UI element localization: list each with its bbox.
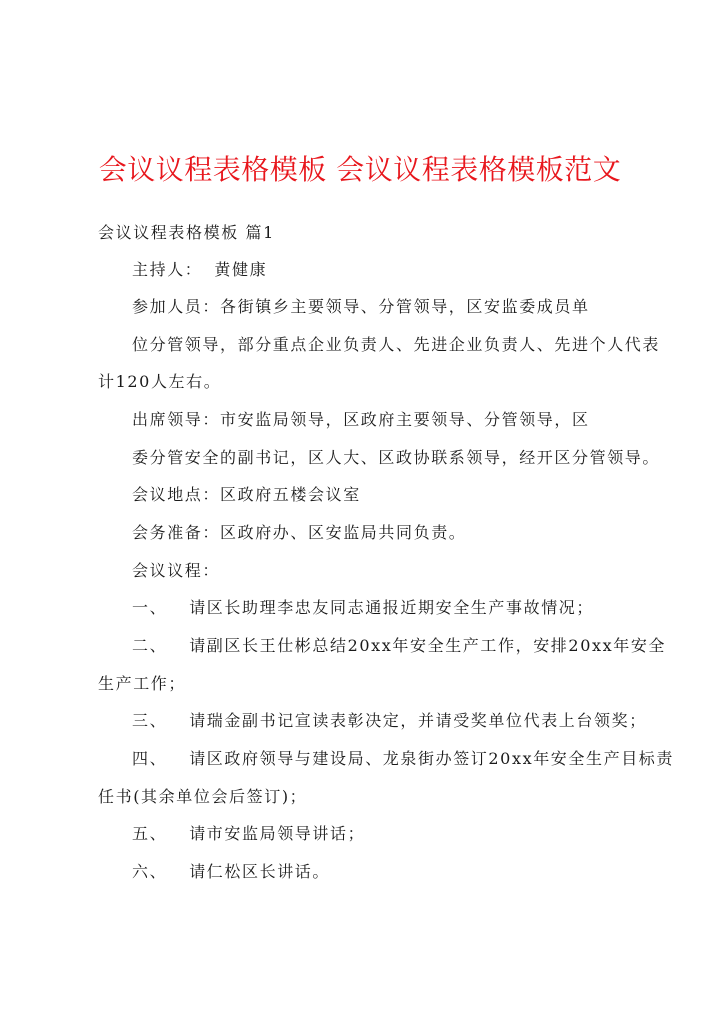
agenda-item xyxy=(132,710,647,732)
agenda-item-text: 请仁松区长讲话。 xyxy=(189,862,331,881)
section-heading: 会议议程表格模板 篇1 xyxy=(98,223,275,242)
agenda-item-number: 二、 xyxy=(132,636,168,655)
agenda-item-number: 五、 xyxy=(132,824,168,843)
participants-line-1: 参加人员：各街镇乡主要领导、分管领导，区安监委成员单 xyxy=(132,297,590,316)
agenda-item-text: 请区长助理李忠友同志通报近期安全生产事故情况； xyxy=(189,598,595,617)
participants-line-2: 位分管领导，部分重点企业负责人、先进企业负责人、先进个人代表 xyxy=(132,335,661,354)
host-label: 主持人： xyxy=(132,260,203,279)
agenda-item-text: 请市安监局领导讲话； xyxy=(189,824,366,843)
agenda-item-text: 请区政府领导与建设局、龙泉街办签订20xx年安全生产目标责 xyxy=(189,749,675,768)
agenda-item-text: 请瑞金副书记宣读表彰决定，并请受奖单位代表上台领奖； xyxy=(189,711,647,730)
preparation-line: 会务准备：区政府办、区安监局共同负责。 xyxy=(132,523,467,542)
agenda-item-number: 六、 xyxy=(132,862,168,881)
agenda-item xyxy=(132,823,365,845)
agenda-item xyxy=(132,748,674,770)
host-line xyxy=(132,259,267,281)
leaders-line-1: 出席领导：市安监局领导，区政府主要领导、分管领导，区 xyxy=(132,410,590,429)
agenda-item-text: 请副区长王仕彬总结20xx年安全生产工作，安排20xx年安全 xyxy=(189,636,667,655)
agenda-item xyxy=(132,861,330,883)
location-line: 会议地点：区政府五楼会议室 xyxy=(132,485,361,504)
participants-line-3: 计120人左右。 xyxy=(98,372,222,391)
document-title: 会议议程表格模板 会议议程表格模板范文 xyxy=(98,153,622,186)
agenda-item xyxy=(132,635,666,657)
agenda-item-number: 三、 xyxy=(132,711,168,730)
agenda-item-number: 四、 xyxy=(132,749,168,768)
agenda-label: 会议议程： xyxy=(132,561,221,580)
agenda-item xyxy=(132,597,594,619)
agenda-item-continuation: 任书(其余单位会后签订)； xyxy=(98,787,308,806)
host-value: 黄健康 xyxy=(214,260,268,279)
agenda-item-continuation: 生产工作； xyxy=(98,674,187,693)
leaders-line-2: 委分管安全的副书记，区人大、区政协联系领导，经开区分管领导。 xyxy=(132,448,661,467)
agenda-item-number: 一、 xyxy=(132,598,168,617)
